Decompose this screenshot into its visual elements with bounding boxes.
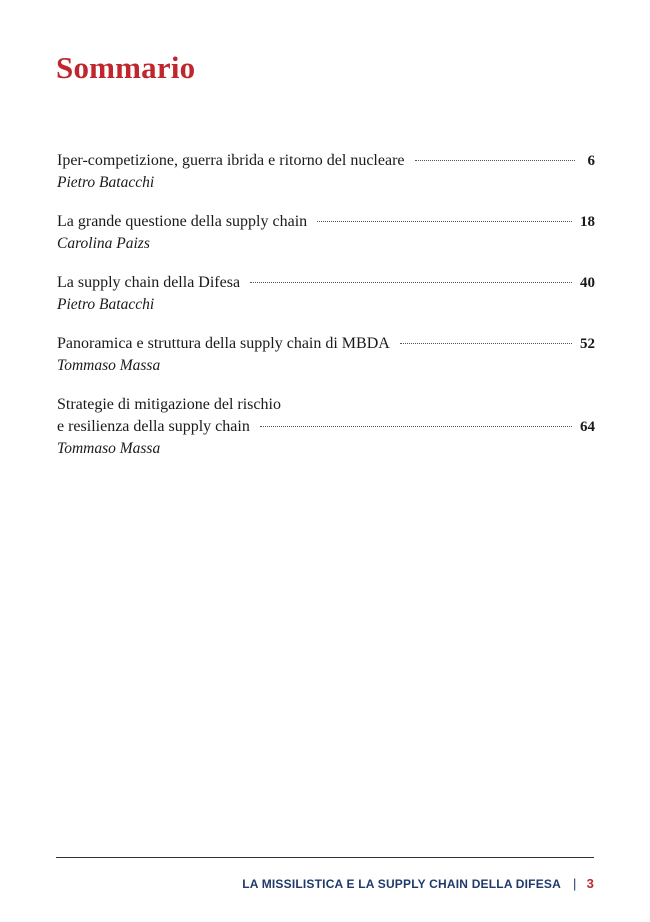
footer-separator: | xyxy=(572,876,577,891)
toc-entry-page-number[interactable]: 52 xyxy=(580,336,595,352)
toc-entry-row xyxy=(57,150,595,172)
toc-entry-author: Pietro Batacchi xyxy=(57,174,155,191)
toc-entry[interactable] xyxy=(57,211,595,255)
toc-entry-page-number[interactable]: 18 xyxy=(580,214,595,230)
toc-entry-author: Carolina Paizs xyxy=(57,235,150,252)
toc-entry-row xyxy=(57,333,595,355)
footer-page-number: 3 xyxy=(586,876,594,891)
toc-entry-author: Tommaso Massa xyxy=(57,440,161,457)
toc-entry-author: Pietro Batacchi xyxy=(57,296,155,313)
dot-leader xyxy=(317,221,572,222)
toc-entry[interactable] xyxy=(57,394,595,460)
footer-publication-title: LA MISSILISTICA E LA SUPPLY CHAIN DELLA DIFESA xyxy=(242,877,561,891)
toc-entry-row xyxy=(57,416,595,438)
footer-divider xyxy=(56,857,594,858)
toc-entry-title[interactable]: La supply chain della Difesa xyxy=(57,274,241,291)
dot-leader xyxy=(260,426,572,427)
toc-entry-title[interactable]: Iper-competizione, guerra ibrida e ritorno del nucleare xyxy=(57,152,405,169)
toc-entry-page-number[interactable]: 40 xyxy=(580,275,595,291)
toc-entry[interactable] xyxy=(57,150,595,194)
page-title: Sommario xyxy=(56,50,196,85)
toc-entry-author: Tommaso Massa xyxy=(57,357,161,374)
toc-entry[interactable] xyxy=(57,333,595,377)
toc-entry-row xyxy=(57,211,595,233)
dot-leader xyxy=(400,343,572,344)
toc-entry-row xyxy=(57,272,595,294)
page-footer xyxy=(242,876,594,891)
toc-entry-title[interactable]: La grande questione della supply chain xyxy=(57,213,308,230)
toc-entry[interactable] xyxy=(57,272,595,316)
dot-leader xyxy=(415,160,575,161)
toc-entry-page-number[interactable]: 64 xyxy=(580,419,595,435)
toc-entry-page-number[interactable]: 6 xyxy=(587,153,595,169)
toc-entry-title[interactable]: Panoramica e struttura della supply chain di MBDA xyxy=(57,335,390,352)
dot-leader xyxy=(250,282,572,283)
toc-entry-title-line1[interactable]: Strategie di mitigazione del rischio xyxy=(57,396,281,413)
toc-entry-title-line2[interactable]: e resilienza della supply chain xyxy=(57,418,250,435)
